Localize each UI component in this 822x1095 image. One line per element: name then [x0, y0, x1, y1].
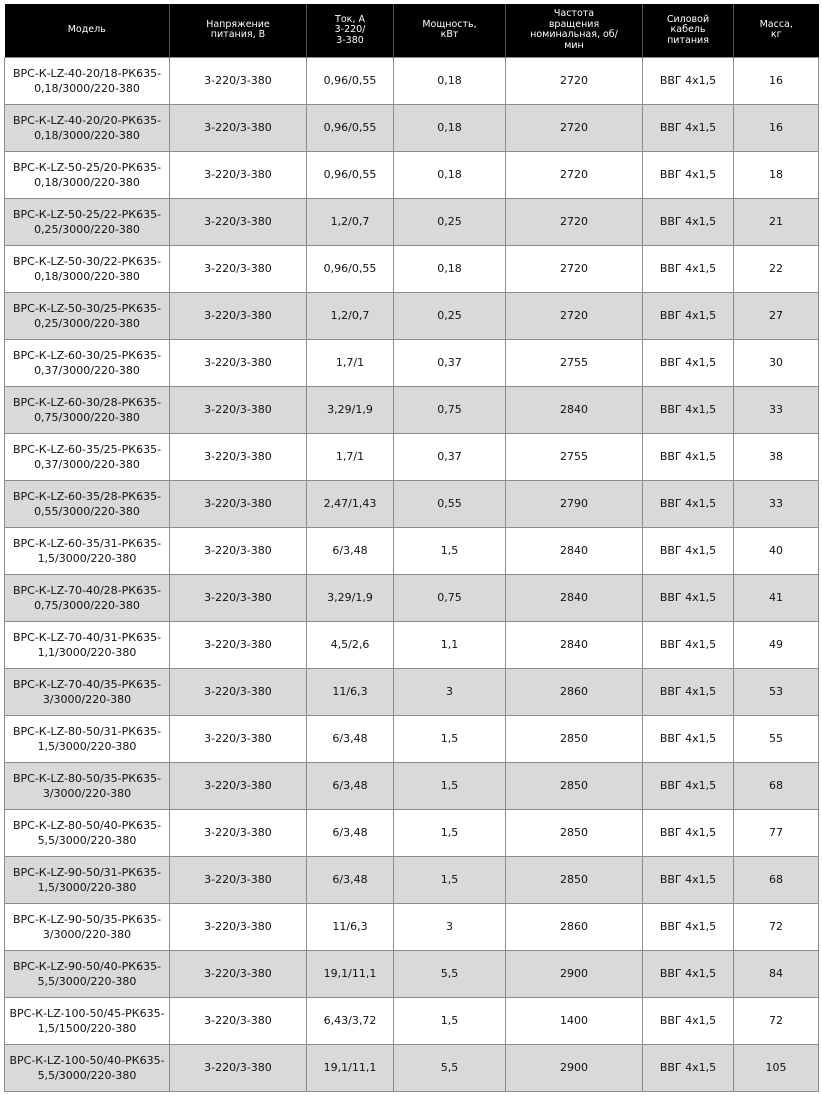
cell-power: 5,5 — [394, 1044, 506, 1091]
cell-rpm: 2790 — [506, 480, 643, 527]
model-line: ВРС-К-LZ-60-30/25-РК635- — [12, 348, 162, 362]
model-line: 1,5/3000/220-380 — [37, 880, 137, 894]
cell-rpm: 2900 — [506, 1044, 643, 1091]
model-line: 3/3000/220-380 — [42, 692, 132, 706]
model-line: 0,18/3000/220-380 — [34, 175, 140, 189]
model-line: ВРС-К-LZ-80-50/31-РК635- — [12, 724, 162, 738]
cell-mass: 33 — [734, 386, 819, 433]
cell-voltage: 3-220/3-380 — [170, 386, 307, 433]
spec-table — [4, 4, 819, 1092]
model-line: ВРС-К-LZ-80-50/35-РК635- — [12, 771, 162, 785]
table-row — [5, 809, 819, 856]
cell-power: 0,75 — [394, 386, 506, 433]
header-line: кг — [770, 29, 782, 41]
table-row — [5, 151, 819, 198]
cell-cable: ВВГ 4х1,5 — [643, 292, 734, 339]
model-line: ВРС-К-LZ-70-40/31-РК635- — [12, 630, 162, 644]
cell-cable: ВВГ 4х1,5 — [643, 57, 734, 104]
cell-rpm: 2860 — [506, 903, 643, 950]
cell-model — [5, 292, 170, 339]
header-line: мин — [564, 39, 584, 51]
model-line: 3/3000/220-380 — [42, 786, 132, 800]
model-line: 3/3000/220-380 — [42, 927, 132, 941]
cell-cable: ВВГ 4х1,5 — [643, 527, 734, 574]
cell-cable: ВВГ 4х1,5 — [643, 621, 734, 668]
cell-mass: 41 — [734, 574, 819, 621]
model-line: ВРС-К-LZ-60-35/28-РК635- — [12, 489, 162, 503]
cell-power: 0,18 — [394, 57, 506, 104]
cell-cable: ВВГ 4х1,5 — [643, 151, 734, 198]
cell-model — [5, 198, 170, 245]
cell-power: 1,5 — [394, 997, 506, 1044]
table-row — [5, 856, 819, 903]
model-line: 0,25/3000/220-380 — [34, 222, 140, 236]
cell-cable: ВВГ 4х1,5 — [643, 668, 734, 715]
model-line: 0,55/3000/220-380 — [34, 504, 140, 518]
model-line: ВРС-К-LZ-40-20/20-РК635- — [12, 113, 162, 127]
header-row — [5, 4, 819, 57]
header-line: кВт — [440, 29, 459, 41]
cell-mass: 22 — [734, 245, 819, 292]
cell-cable: ВВГ 4х1,5 — [643, 715, 734, 762]
table-row — [5, 762, 819, 809]
model-line: 0,18/3000/220-380 — [34, 81, 140, 95]
cell-cable: ВВГ 4х1,5 — [643, 809, 734, 856]
cell-power: 1,5 — [394, 715, 506, 762]
cell-rpm: 2840 — [506, 621, 643, 668]
cell-rpm: 2720 — [506, 57, 643, 104]
cell-model — [5, 527, 170, 574]
cell-power: 1,5 — [394, 856, 506, 903]
cell-current: 6/3,48 — [307, 527, 394, 574]
table-row — [5, 339, 819, 386]
cell-model — [5, 574, 170, 621]
cell-model — [5, 386, 170, 433]
cell-model — [5, 715, 170, 762]
table-row — [5, 1044, 819, 1091]
cell-voltage: 3-220/3-380 — [170, 621, 307, 668]
cell-mass: 105 — [734, 1044, 819, 1091]
model-line: 1,5/3000/220-380 — [37, 551, 137, 565]
model-line: 0,18/3000/220-380 — [34, 128, 140, 142]
model-line: 5,5/3000/220-380 — [37, 833, 137, 847]
header-line: Частота — [553, 8, 595, 20]
cell-mass: 40 — [734, 527, 819, 574]
cell-model — [5, 339, 170, 386]
table-body — [5, 57, 819, 1091]
cell-rpm: 2720 — [506, 245, 643, 292]
cell-rpm: 2720 — [506, 198, 643, 245]
model-line: ВРС-К-LZ-60-35/31-РК635- — [12, 536, 162, 550]
cell-cable: ВВГ 4х1,5 — [643, 856, 734, 903]
header-cable — [643, 4, 734, 57]
table-header — [5, 4, 819, 57]
header-line: кабель — [670, 24, 706, 35]
cell-rpm: 2755 — [506, 339, 643, 386]
cell-voltage: 3-220/3-380 — [170, 903, 307, 950]
cell-cable: ВВГ 4х1,5 — [643, 574, 734, 621]
model-line: 5,5/3000/220-380 — [37, 1068, 137, 1082]
cell-cable: ВВГ 4х1,5 — [643, 1044, 734, 1091]
cell-rpm: 2900 — [506, 950, 643, 997]
cell-rpm: 2840 — [506, 574, 643, 621]
cell-power: 0,37 — [394, 433, 506, 480]
cell-voltage: 3-220/3-380 — [170, 292, 307, 339]
table-row — [5, 621, 819, 668]
model-line: ВРС-К-LZ-70-40/35-РК635- — [12, 677, 162, 691]
cell-rpm: 2860 — [506, 668, 643, 715]
cell-rpm: 2720 — [506, 104, 643, 151]
header-model — [5, 4, 170, 57]
table-row — [5, 104, 819, 151]
cell-cable: ВВГ 4х1,5 — [643, 433, 734, 480]
cell-current: 3,29/1,9 — [307, 386, 394, 433]
cell-voltage: 3-220/3-380 — [170, 668, 307, 715]
cell-mass: 68 — [734, 856, 819, 903]
cell-model — [5, 245, 170, 292]
model-line: ВРС-К-LZ-50-25/22-РК635- — [12, 207, 162, 221]
table-row — [5, 903, 819, 950]
cell-current: 6/3,48 — [307, 715, 394, 762]
cell-power: 0,18 — [394, 151, 506, 198]
model-line: ВРС-К-LZ-90-50/31-РК635- — [12, 865, 162, 879]
cell-power: 0,25 — [394, 292, 506, 339]
header-mass — [734, 4, 819, 57]
cell-rpm: 1400 — [506, 997, 643, 1044]
cell-voltage: 3-220/3-380 — [170, 151, 307, 198]
cell-cable: ВВГ 4х1,5 — [643, 997, 734, 1044]
cell-power: 3 — [394, 668, 506, 715]
cell-cable: ВВГ 4х1,5 — [643, 198, 734, 245]
cell-rpm: 2840 — [506, 527, 643, 574]
cell-cable: ВВГ 4х1,5 — [643, 386, 734, 433]
cell-model — [5, 57, 170, 104]
cell-mass: 30 — [734, 339, 819, 386]
cell-model — [5, 668, 170, 715]
cell-model — [5, 856, 170, 903]
cell-mass: 38 — [734, 433, 819, 480]
cell-current: 3,29/1,9 — [307, 574, 394, 621]
cell-voltage: 3-220/3-380 — [170, 104, 307, 151]
cell-mass: 49 — [734, 621, 819, 668]
header-current — [307, 4, 394, 57]
cell-voltage: 3-220/3-380 — [170, 57, 307, 104]
cell-power: 1,5 — [394, 527, 506, 574]
cell-mass: 21 — [734, 198, 819, 245]
header-line: питания, В — [210, 29, 266, 41]
cell-voltage: 3-220/3-380 — [170, 198, 307, 245]
cell-cable: ВВГ 4х1,5 — [643, 480, 734, 527]
cell-voltage: 3-220/3-380 — [170, 762, 307, 809]
cell-cable: ВВГ 4х1,5 — [643, 762, 734, 809]
cell-voltage: 3-220/3-380 — [170, 480, 307, 527]
cell-rpm: 2755 — [506, 433, 643, 480]
cell-current: 0,96/0,55 — [307, 57, 394, 104]
model-line: ВРС-К-LZ-80-50/40-РК635- — [12, 818, 162, 832]
spec-table-container — [4, 4, 818, 1092]
header-line: Напряжение — [206, 18, 270, 30]
cell-mass: 55 — [734, 715, 819, 762]
table-row — [5, 668, 819, 715]
cell-mass: 16 — [734, 104, 819, 151]
header-line: Масса, — [759, 18, 793, 30]
cell-current: 2,47/1,43 — [307, 480, 394, 527]
model-line: ВРС-К-LZ-70-40/28-РК635- — [12, 583, 162, 597]
cell-rpm: 2850 — [506, 762, 643, 809]
model-line: ВРС-К-LZ-90-50/40-РК635- — [12, 959, 162, 973]
table-row — [5, 433, 819, 480]
cell-current: 6/3,48 — [307, 856, 394, 903]
cell-power: 0,55 — [394, 480, 506, 527]
cell-model — [5, 809, 170, 856]
header-power — [394, 4, 506, 57]
cell-power: 0,37 — [394, 339, 506, 386]
cell-power: 0,18 — [394, 245, 506, 292]
table-row — [5, 245, 819, 292]
cell-voltage: 3-220/3-380 — [170, 574, 307, 621]
cell-current: 0,96/0,55 — [307, 104, 394, 151]
cell-power: 1,5 — [394, 809, 506, 856]
cell-current: 6/3,48 — [307, 809, 394, 856]
cell-mass: 68 — [734, 762, 819, 809]
cell-voltage: 3-220/3-380 — [170, 245, 307, 292]
cell-voltage: 3-220/3-380 — [170, 527, 307, 574]
model-line: ВРС-К-LZ-90-50/35-РК635- — [12, 912, 162, 926]
cell-current: 19,1/11,1 — [307, 950, 394, 997]
cell-voltage: 3-220/3-380 — [170, 433, 307, 480]
cell-cable: ВВГ 4х1,5 — [643, 104, 734, 151]
cell-current: 1,2/0,7 — [307, 198, 394, 245]
model-line: ВРС-К-LZ-60-35/25-РК635- — [12, 442, 162, 456]
cell-rpm: 2850 — [506, 856, 643, 903]
header-line: Модель — [67, 24, 106, 35]
table-row — [5, 574, 819, 621]
cell-mass: 72 — [734, 997, 819, 1044]
table-row — [5, 292, 819, 339]
table-row — [5, 386, 819, 433]
cell-power: 3 — [394, 903, 506, 950]
cell-model — [5, 903, 170, 950]
cell-model — [5, 997, 170, 1044]
cell-mass: 84 — [734, 950, 819, 997]
cell-current: 4,5/2,6 — [307, 621, 394, 668]
cell-current: 1,2/0,7 — [307, 292, 394, 339]
cell-voltage: 3-220/3-380 — [170, 1044, 307, 1091]
cell-model — [5, 433, 170, 480]
cell-model — [5, 950, 170, 997]
model-line: ВРС-К-LZ-50-25/20-РК635- — [12, 160, 162, 174]
table-row — [5, 57, 819, 104]
cell-rpm: 2720 — [506, 292, 643, 339]
model-line: 0,18/3000/220-380 — [34, 269, 140, 283]
table-row — [5, 950, 819, 997]
model-line: 0,37/3000/220-380 — [34, 363, 140, 377]
table-row — [5, 480, 819, 527]
cell-model — [5, 621, 170, 668]
header-line: номинальная, об/ — [530, 29, 618, 41]
cell-voltage: 3-220/3-380 — [170, 997, 307, 1044]
cell-rpm: 2850 — [506, 809, 643, 856]
cell-power: 1,5 — [394, 762, 506, 809]
cell-current: 1,7/1 — [307, 339, 394, 386]
model-line: 0,37/3000/220-380 — [34, 457, 140, 471]
cell-mass: 72 — [734, 903, 819, 950]
cell-mass: 77 — [734, 809, 819, 856]
cell-model — [5, 1044, 170, 1091]
model-line: 1,5/3000/220-380 — [37, 739, 137, 753]
cell-power: 0,18 — [394, 104, 506, 151]
model-line: ВРС-К-LZ-50-30/22-РК635- — [12, 254, 162, 268]
header-line: Силовой — [666, 13, 710, 25]
cell-power: 0,25 — [394, 198, 506, 245]
cell-mass: 18 — [734, 151, 819, 198]
model-line: ВРС-К-LZ-100-50/40-РК635- — [9, 1053, 165, 1067]
cell-voltage: 3-220/3-380 — [170, 856, 307, 903]
model-line: 5,5/3000/220-380 — [37, 974, 137, 988]
header-voltage — [170, 4, 307, 57]
cell-rpm: 2840 — [506, 386, 643, 433]
cell-current: 0,96/0,55 — [307, 245, 394, 292]
table-row — [5, 715, 819, 762]
model-line: ВРС-К-LZ-50-30/25-РК635- — [12, 301, 162, 315]
cell-voltage: 3-220/3-380 — [170, 809, 307, 856]
cell-current: 6/3,48 — [307, 762, 394, 809]
header-line: питания — [667, 34, 709, 46]
cell-voltage: 3-220/3-380 — [170, 715, 307, 762]
model-line: ВРС-К-LZ-40-20/18-РК635- — [12, 66, 162, 80]
model-line: ВРС-К-LZ-60-30/28-РК635- — [12, 395, 162, 409]
cell-current: 0,96/0,55 — [307, 151, 394, 198]
cell-mass: 53 — [734, 668, 819, 715]
cell-mass: 16 — [734, 57, 819, 104]
cell-current: 11/6,3 — [307, 903, 394, 950]
cell-voltage: 3-220/3-380 — [170, 339, 307, 386]
cell-power: 1,1 — [394, 621, 506, 668]
header-line: вращения — [548, 18, 600, 30]
model-line: 1,1/3000/220-380 — [37, 645, 137, 659]
header-line: Ток, А — [335, 13, 365, 25]
cell-voltage: 3-220/3-380 — [170, 950, 307, 997]
cell-rpm: 2720 — [506, 151, 643, 198]
model-line: 0,25/3000/220-380 — [34, 316, 140, 330]
cell-current: 1,7/1 — [307, 433, 394, 480]
model-line: 1,5/1500/220-380 — [37, 1021, 137, 1035]
cell-mass: 33 — [734, 480, 819, 527]
cell-rpm: 2850 — [506, 715, 643, 762]
header-line: Мощность, — [422, 18, 477, 30]
table-row — [5, 198, 819, 245]
cell-model — [5, 104, 170, 151]
header-rpm — [506, 4, 643, 57]
cell-current: 11/6,3 — [307, 668, 394, 715]
cell-mass: 27 — [734, 292, 819, 339]
cell-cable: ВВГ 4х1,5 — [643, 245, 734, 292]
cell-cable: ВВГ 4х1,5 — [643, 950, 734, 997]
header-line: 3-380 — [336, 34, 364, 46]
table-row — [5, 997, 819, 1044]
cell-model — [5, 480, 170, 527]
cell-model — [5, 151, 170, 198]
cell-cable: ВВГ 4х1,5 — [643, 339, 734, 386]
model-line: ВРС-К-LZ-100-50/45-РК635- — [9, 1006, 165, 1020]
header-line: 3-220/ — [334, 24, 366, 35]
cell-model — [5, 762, 170, 809]
cell-power: 5,5 — [394, 950, 506, 997]
table-row — [5, 527, 819, 574]
model-line: 0,75/3000/220-380 — [34, 598, 140, 612]
cell-cable: ВВГ 4х1,5 — [643, 903, 734, 950]
cell-current: 6,43/3,72 — [307, 997, 394, 1044]
cell-current: 19,1/11,1 — [307, 1044, 394, 1091]
model-line: 0,75/3000/220-380 — [34, 410, 140, 424]
cell-power: 0,75 — [394, 574, 506, 621]
